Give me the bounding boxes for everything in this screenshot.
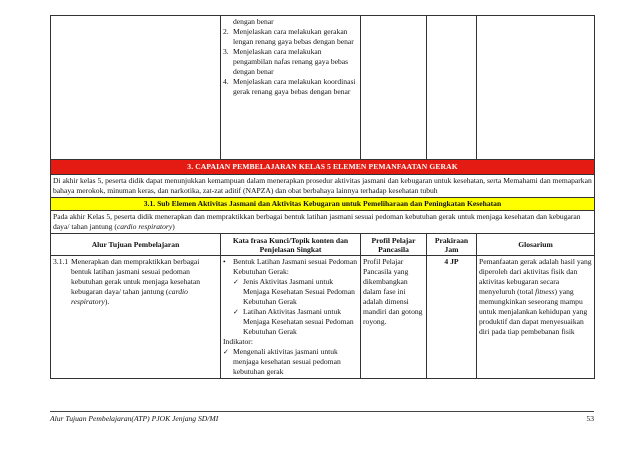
footer-title: Alur Tujuan Pembelajaran(ATP) PJOK Jenjang SD/MI bbox=[50, 414, 219, 423]
header-profile: Profil Pelajar Pancasila bbox=[361, 234, 427, 256]
glossary-cell bbox=[477, 256, 595, 379]
list-item-num: 3. bbox=[223, 47, 229, 56]
header-glossary: Glosarium bbox=[477, 234, 595, 256]
objective-cell bbox=[51, 256, 221, 379]
atp-table bbox=[50, 15, 595, 379]
profile-cell: Profil Pelajar Pancasila yang dikembangkan dalam fase ini adalah dimensi mandiri dan gotong royong. bbox=[361, 256, 427, 379]
topic-cell bbox=[221, 256, 361, 379]
hours-cell: 4 JP bbox=[427, 256, 477, 379]
section-desc-row bbox=[51, 175, 595, 198]
sub-desc-text: Pada akhir Kelas 5, peserta didik menerapkan dan mempraktikkan berbagai bentuk latihan jasmani sesuai pedoman kebutuhan gerak untuk menjaga kesehatan dan kebugaran daya/ tahan jantung ( bbox=[53, 212, 581, 231]
list-item-text: Menjelaskan cara melakukan koordinasi gerak renang gaya bebas dengan benar bbox=[233, 77, 356, 96]
header-topic: Kata frasa Kunci/Topik konten dan Penjelasan Singkat bbox=[221, 234, 361, 256]
glossary-pre: Pemanfaatan gerak adalah hasil yang diperoleh dari aktivitas fisik dan aktivitas kebugaran secara menyeluruh (total bbox=[479, 257, 592, 296]
list-item-num: 4. bbox=[223, 77, 229, 86]
check-icon: ✓ bbox=[223, 348, 229, 356]
list-item bbox=[223, 77, 358, 97]
check-icon: ✓ bbox=[233, 308, 239, 316]
page-number: 53 bbox=[586, 414, 594, 423]
section-title-row bbox=[51, 160, 595, 175]
objective-close: ). bbox=[104, 297, 110, 306]
sub-element-title: 3.1. Sub Elemen Aktivitas Jasmani dan Aktivitas Kebugaran untuk Pemeliharaan dan Peningkatan Kesehatan bbox=[51, 198, 595, 211]
sub-element-description bbox=[51, 211, 595, 234]
table-row bbox=[51, 256, 595, 379]
list-item-num: 2. bbox=[223, 27, 229, 36]
sub-desc-row bbox=[51, 211, 595, 234]
indicator-label: Indikator: bbox=[223, 337, 253, 346]
objective-number: 3.1.1 bbox=[53, 257, 69, 266]
check-icon: ✓ bbox=[233, 278, 239, 286]
cont-item-list bbox=[223, 27, 358, 97]
objective-text bbox=[71, 257, 218, 307]
sub-desc-italic: cardio respiratory bbox=[116, 222, 173, 231]
list-item-text: Menjelaskan cara melakukan gerakan lengan renang gaya bebas dengan benar bbox=[233, 27, 354, 46]
cont-topic-cell bbox=[221, 16, 361, 160]
cont-empty-1 bbox=[51, 16, 221, 160]
header-atp: Alur Tujuan Pembelajaran bbox=[51, 234, 221, 256]
page-footer bbox=[50, 411, 594, 423]
sub-title-row bbox=[51, 198, 595, 211]
sub-desc-close: ) bbox=[172, 222, 175, 231]
cont-first-line: dengan benar bbox=[233, 17, 274, 26]
cont-empty-5 bbox=[477, 16, 595, 160]
objective-italic: cardio respiratory bbox=[71, 287, 188, 306]
bullet-icon: • bbox=[223, 257, 226, 266]
section-title: 3. CAPAIAN PEMBELAJARAN KELAS 5 ELEMEN PEMANFAATAN GERAK bbox=[51, 160, 595, 175]
cont-empty-4 bbox=[427, 16, 477, 160]
cont-empty-3 bbox=[361, 16, 427, 160]
list-item bbox=[223, 27, 358, 47]
glossary-post: ) yang memungkinkan seseorang mampu untuk menjalankan kehidupan yang produktif dan dapat menyesuaikan diri pada tiap pembebanan fisik bbox=[479, 287, 588, 336]
header-hours: Prakiraan Jam bbox=[427, 234, 477, 256]
indicator-check: Mengenali aktivitas jasmani untuk menjaga kesehatan sesuai pedoman kebutuhan gerak bbox=[233, 347, 341, 376]
topic-check-1: Jenis Aktivitas Jasmani untuk Menjaga Kesehatan Sesuai Pedoman Kebutuhan Gerak bbox=[243, 277, 355, 306]
continuation-row bbox=[51, 16, 595, 160]
topic-bullet-text: Bentuk Latihan Jasmani sesuai Pedoman Kebutuhan Gerak: bbox=[233, 257, 358, 276]
glossary-italic: fitness bbox=[535, 287, 555, 296]
list-item bbox=[223, 47, 358, 77]
objective-main: Menerapkan dan mempraktikkan berbagai bentuk latihan jasmani sesuai pedoman kebutuhan gerak untuk menjaga kesehatan kebugaran daya/ tahan jantung ( bbox=[71, 257, 201, 296]
column-header-row bbox=[51, 234, 595, 256]
list-item-text: Menjelaskan cara melakukan pengambilan nafas renang gaya bebas dengan benar bbox=[233, 47, 349, 76]
section-description: Di akhir kelas 5, peserta didik dapat menunjukkan kemampuan dalam menerapkan prosedur aktivitas jasmani dan kebugaran untuk kesehatan, serta Memahami dan memaparkan bahaya merokok, minuman keras, dan narkotika, zat-zat aditif (NAPZA) dan obat berbahaya lainnya terhadap kesehatan tubuh bbox=[51, 175, 595, 198]
topic-check-2: Latihan Aktivitas Jasmani untuk Menjaga Kesehatan sesuai Pedoman Kebutuhan Gerak bbox=[243, 307, 354, 336]
